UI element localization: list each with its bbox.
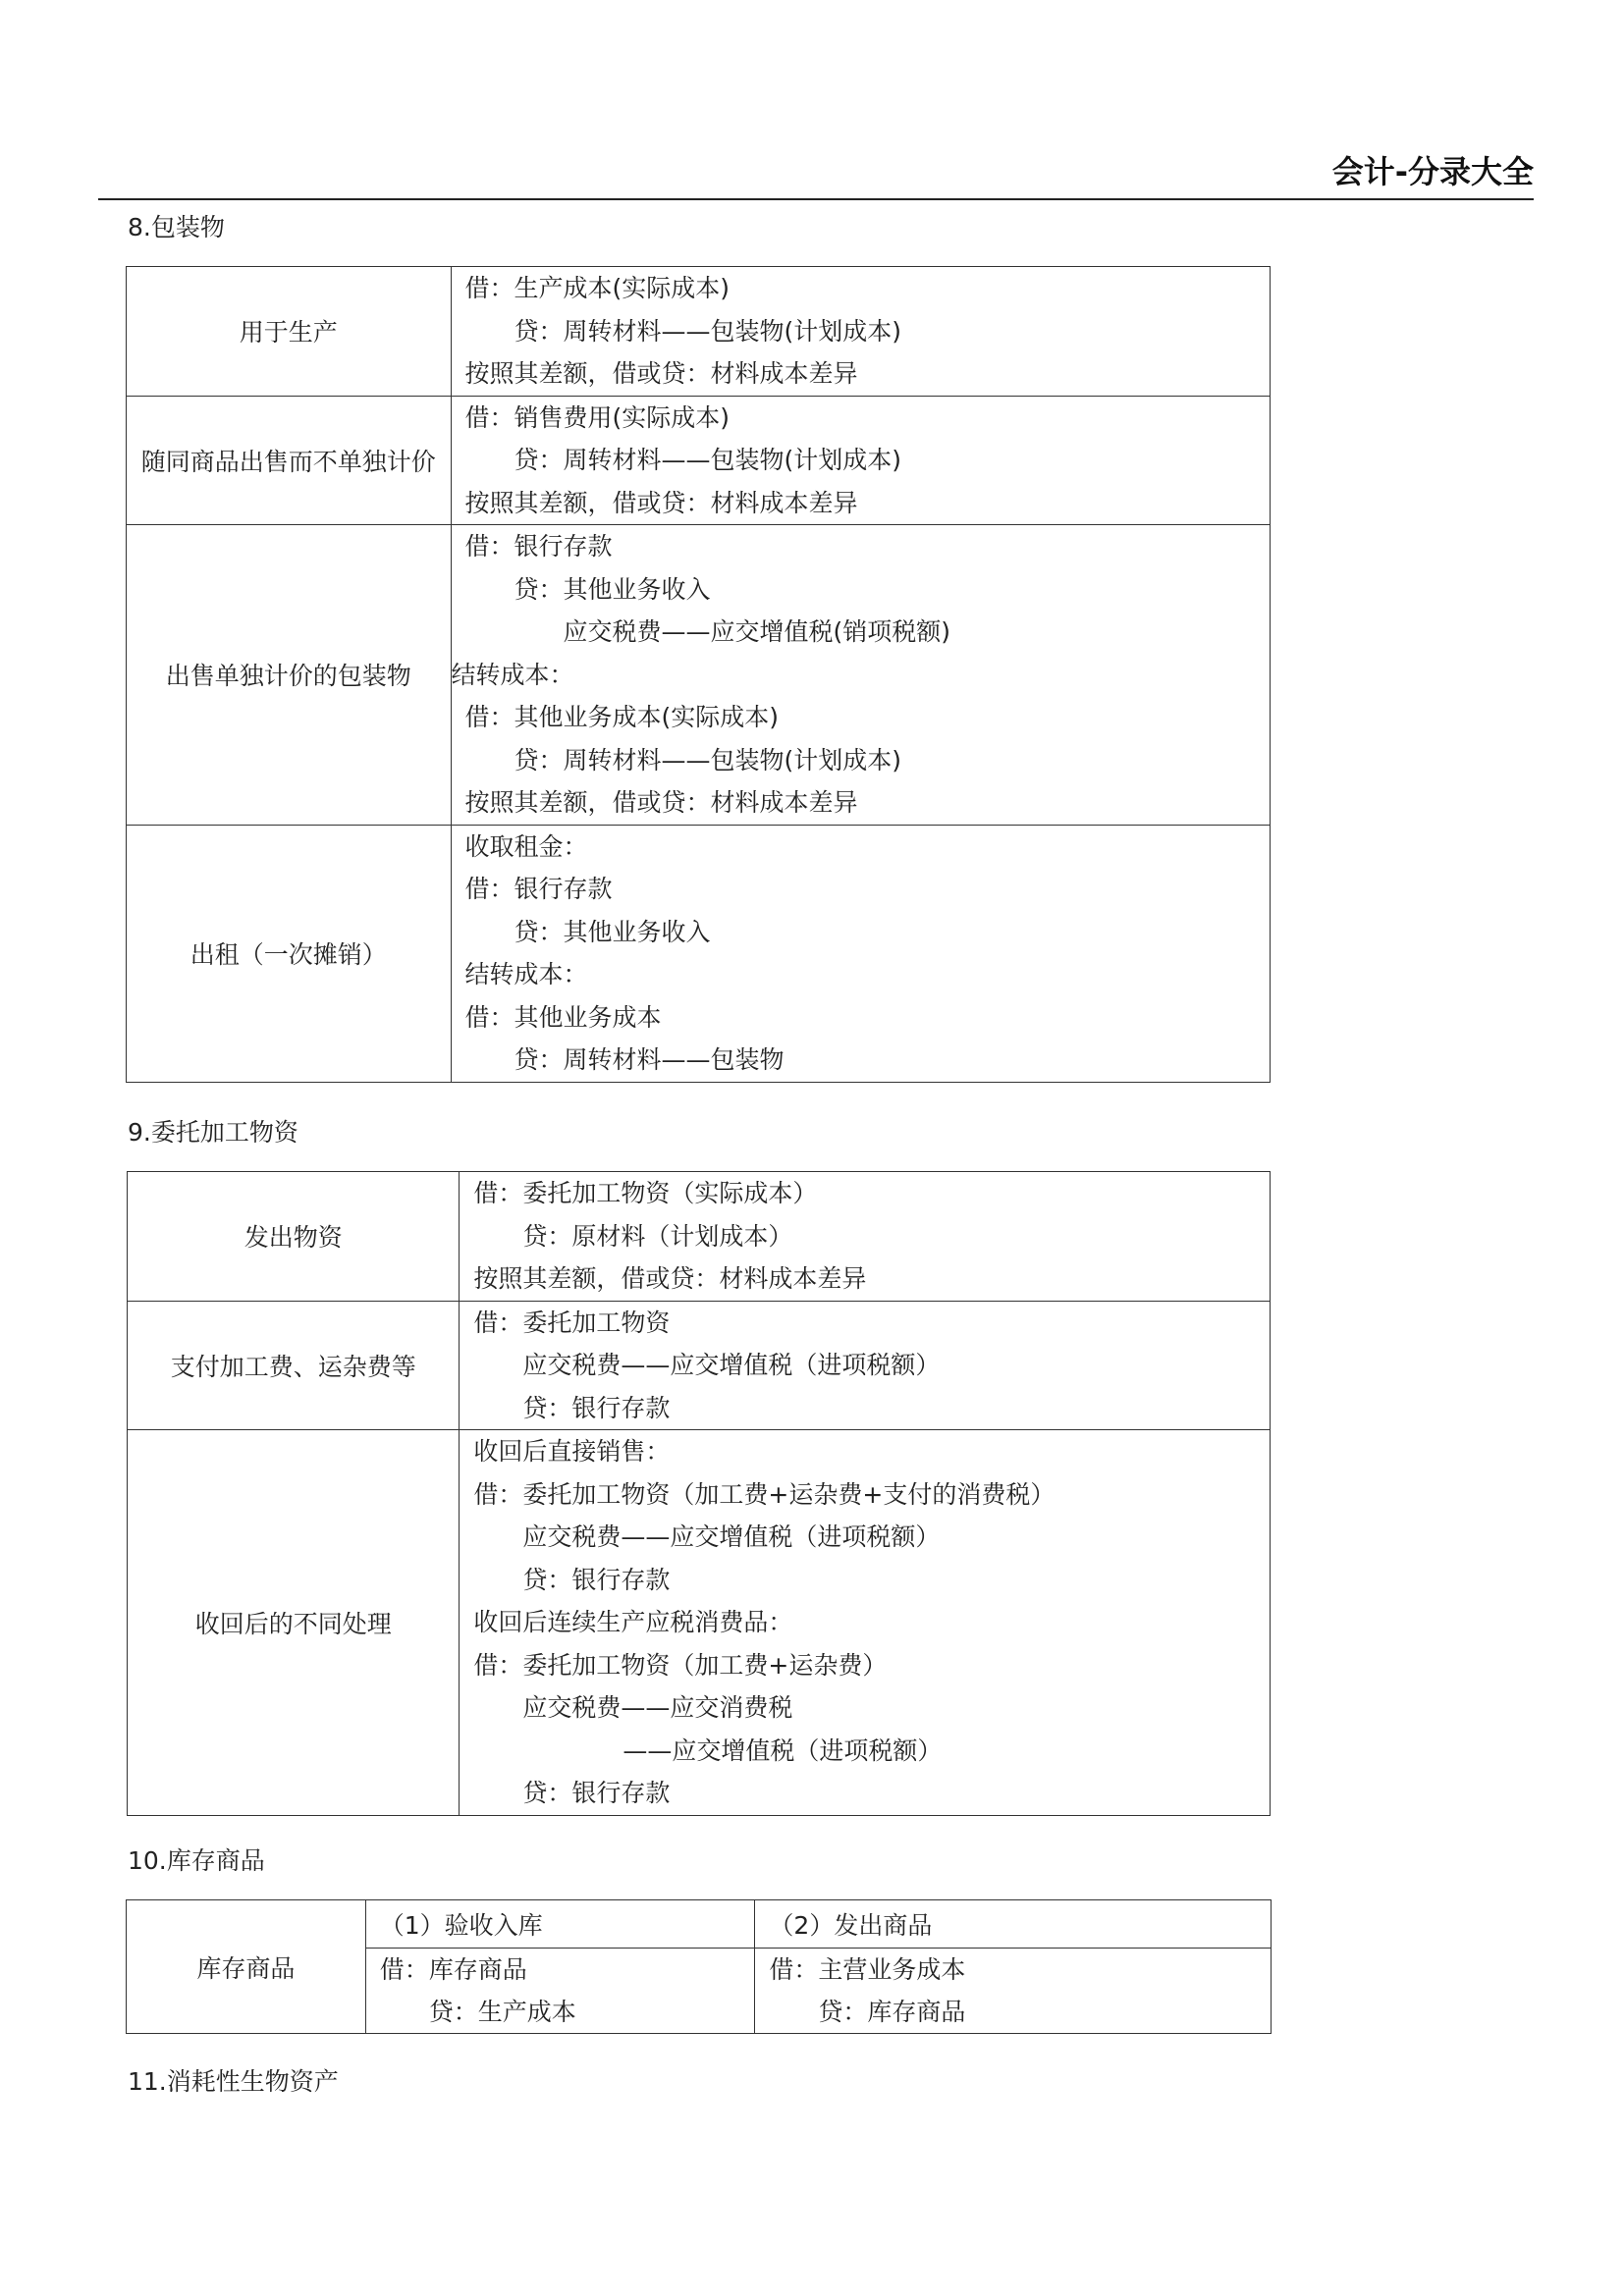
section-10-title: 10.库存商品 bbox=[128, 1846, 265, 1875]
entry-line: 应交税费——应交增值税（进项税额） bbox=[522, 1351, 941, 1379]
row-label: 收回后的不同处理 bbox=[128, 1430, 460, 1816]
entry-line: 贷：周转材料——包装物(计划成本) bbox=[514, 446, 902, 474]
entry-cell bbox=[460, 1430, 1271, 1816]
entry-line: 借：委托加工物资（加工费+运杂费+支付的消费税） bbox=[473, 1479, 1056, 1509]
entry-line: 借：销售费用(实际成本) bbox=[464, 402, 731, 432]
entry-line: 贷：其他业务收入 bbox=[514, 574, 711, 604]
inventory-goods-table bbox=[126, 1899, 1272, 2034]
entry-line: 借：生产成本(实际成本) bbox=[464, 274, 731, 302]
header-rule bbox=[98, 198, 1534, 200]
entry-line: 借：银行存款 bbox=[464, 532, 613, 561]
table-row bbox=[127, 525, 1271, 826]
entry-line: 收回后直接销售： bbox=[473, 1437, 671, 1466]
entry-cell bbox=[460, 1172, 1271, 1302]
row-label: 库存商品 bbox=[127, 1900, 366, 2034]
entry-line: 借：其他业务成本(实际成本) bbox=[464, 703, 780, 731]
entry-line: 借：委托加工物资（实际成本） bbox=[473, 1179, 818, 1207]
entry-cell bbox=[365, 1949, 755, 2034]
entry-line: 应交税费——应交增值税(销项税额) bbox=[563, 617, 951, 646]
column-header bbox=[365, 1900, 755, 1949]
entry-line: 收取租金： bbox=[464, 831, 588, 861]
entry-line: 贷：周转材料——包装物 bbox=[514, 1045, 785, 1074]
table-row bbox=[127, 267, 1271, 397]
document-header-title: 会计-分录大全 bbox=[1331, 153, 1534, 190]
entry-line: 应交税费——应交增值税（进项税额） bbox=[522, 1522, 941, 1551]
entry-line: 贷：其他业务收入 bbox=[514, 917, 711, 946]
entry-line: 结转成本： bbox=[464, 960, 588, 988]
entry-line: 贷：周转材料——包装物(计划成本) bbox=[514, 745, 902, 774]
table-row bbox=[127, 1900, 1272, 1949]
row-label: 出租（一次摊销） bbox=[127, 825, 452, 1082]
row-label: 用于生产 bbox=[127, 267, 452, 397]
entry-line: 借：其他业务成本 bbox=[464, 1002, 662, 1032]
section-11-title: 11.消耗性生物资产 bbox=[128, 2067, 339, 2096]
consigned-processing-table bbox=[127, 1171, 1271, 1816]
column-header-receive: （1）验收入库 bbox=[379, 1911, 543, 1940]
entry-line: 贷：生产成本 bbox=[428, 1998, 576, 2026]
column-header bbox=[755, 1900, 1272, 1949]
entry-line: 应交税费——应交消费税 bbox=[522, 1693, 793, 1722]
entry-line: 借：银行存款 bbox=[464, 875, 613, 903]
entry-cell bbox=[451, 525, 1270, 826]
entry-line: 贷：银行存款 bbox=[522, 1565, 671, 1594]
entry-line: 贷：银行存款 bbox=[522, 1779, 671, 1807]
entry-line: 贷：周转材料——包装物(计划成本) bbox=[514, 316, 902, 346]
entry-line: 结转成本： bbox=[451, 660, 574, 689]
entry-line: 借：委托加工物资（加工费+运杂费） bbox=[473, 1650, 888, 1680]
table-row bbox=[128, 1301, 1271, 1430]
entry-line: 贷：原材料（计划成本） bbox=[522, 1221, 793, 1251]
section-8-title: 8.包装物 bbox=[128, 213, 225, 241]
entry-cell bbox=[755, 1949, 1272, 2034]
entry-line: 借：主营业务成本 bbox=[769, 1955, 966, 1984]
entry-line: 按照其差额，借或贷：材料成本差异 bbox=[473, 1264, 867, 1293]
row-label: 支付加工费、运杂费等 bbox=[128, 1301, 460, 1430]
table-row bbox=[127, 825, 1271, 1082]
entry-line: 按照其差额，借或贷：材料成本差异 bbox=[464, 788, 858, 817]
entry-cell bbox=[451, 396, 1270, 525]
entry-cell bbox=[451, 267, 1270, 397]
entry-line: 借：委托加工物资 bbox=[473, 1308, 671, 1337]
entry-line: ——应交增值税（进项税额） bbox=[623, 1735, 943, 1765]
entry-line: 贷：库存商品 bbox=[818, 1998, 966, 2026]
entry-line: 收回后连续生产应税消费品： bbox=[473, 1608, 793, 1636]
entry-line: 按照其差额，借或贷：材料成本差异 bbox=[464, 359, 858, 388]
row-label: 出售单独计价的包装物 bbox=[127, 525, 452, 826]
entry-line: 贷：银行存款 bbox=[522, 1393, 671, 1422]
entry-line: 借：库存商品 bbox=[379, 1955, 527, 1984]
row-label: 随同商品出售而不单独计价 bbox=[127, 396, 452, 525]
row-label: 发出物资 bbox=[128, 1172, 460, 1302]
entry-line: 按照其差额，借或贷：材料成本差异 bbox=[464, 488, 858, 517]
table-row bbox=[128, 1430, 1271, 1816]
table-row bbox=[128, 1172, 1271, 1302]
column-header-issue: （2）发出商品 bbox=[769, 1911, 933, 1940]
section-9-title: 9.委托加工物资 bbox=[128, 1118, 298, 1147]
packaging-table bbox=[126, 266, 1271, 1083]
table-row bbox=[127, 396, 1271, 525]
entry-cell bbox=[460, 1301, 1271, 1430]
entry-cell bbox=[451, 825, 1270, 1082]
